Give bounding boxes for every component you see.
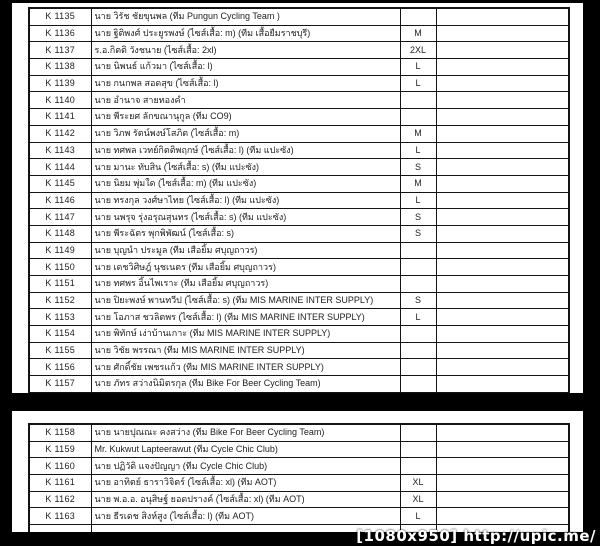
code-cell: K 1141 [29, 109, 91, 126]
code-cell: K 1138 [29, 59, 91, 76]
note-cell [436, 159, 569, 176]
note-cell [436, 8, 569, 25]
size-cell: L [400, 192, 436, 209]
table-row [29, 424, 569, 441]
table-row [29, 326, 569, 343]
note-cell [436, 376, 569, 393]
size-cell: L [400, 142, 436, 159]
note-cell [436, 441, 569, 458]
table-row [29, 259, 569, 276]
code-cell: K 1142 [29, 125, 91, 142]
note-cell [436, 309, 569, 326]
note-cell [436, 59, 569, 76]
size-cell: M [400, 125, 436, 142]
note-cell [436, 175, 569, 192]
code-cell: K 1160 [29, 458, 91, 475]
note-cell [436, 142, 569, 159]
table-row [29, 42, 569, 59]
note-cell [436, 424, 569, 441]
size-cell [400, 424, 436, 441]
upic-watermark: [1080x950] http://upic.me/ [356, 527, 596, 545]
name-cell: นาย นายปุณณะ คงสว่าง (ทีม Bike For Beer Cycling Team) [91, 424, 400, 441]
name-cell: นาย ทศพล เวทย์กิตติพฤกษ์ (ไซส์เสื้อ: l) (ทีม แปะซัง) [91, 142, 400, 159]
name-cell: นาย ปิยะพงษ์ พานทวีป (ไซส์เสื้อ: s) (ทีม MIS MARINE INTER SUPPLY) [91, 292, 400, 309]
table-row [29, 209, 569, 226]
table-row [29, 292, 569, 309]
table-row [29, 309, 569, 326]
size-cell: M [400, 25, 436, 42]
table-row [29, 342, 569, 359]
note-cell [436, 491, 569, 508]
size-cell [400, 376, 436, 393]
note-cell [436, 75, 569, 92]
table-row [29, 125, 569, 142]
note-cell [436, 359, 569, 376]
note-cell [436, 458, 569, 475]
table-row [29, 175, 569, 192]
size-cell [400, 276, 436, 293]
document-page-bottom [12, 411, 583, 532]
name-cell: นาย นิยม พุ่มใด (ไซส์เสื้อ: m) (ทีม แปะซัง) [91, 175, 400, 192]
document-page-top [12, 3, 583, 393]
code-cell: K 1163 [29, 508, 91, 525]
code-cell: K 1148 [29, 225, 91, 242]
table-row [29, 508, 569, 525]
name-cell: นาย ทรงกุล วงศ์ษาไทย (ไซส์เสื้อ: l) (ทีม แปะซัง) [91, 192, 400, 209]
code-cell: K 1158 [29, 424, 91, 441]
table-row [29, 142, 569, 159]
name-cell: Mr. Kukwut Lapteerawut (ทีม Cycle Chic Club) [91, 441, 400, 458]
note-cell [436, 475, 569, 492]
size-cell: S [400, 159, 436, 176]
note-cell [436, 242, 569, 259]
note-cell [436, 42, 569, 59]
code-cell: K 1143 [29, 142, 91, 159]
size-cell [400, 458, 436, 475]
note-cell [436, 109, 569, 126]
table-row [29, 109, 569, 126]
table-row [29, 75, 569, 92]
size-cell: L [400, 59, 436, 76]
note-cell [436, 225, 569, 242]
code-cell: K 1154 [29, 326, 91, 343]
code-cell: K 1150 [29, 259, 91, 276]
code-cell: K 1146 [29, 192, 91, 209]
note-cell [436, 508, 569, 525]
size-cell [400, 92, 436, 109]
code-cell: K 1149 [29, 242, 91, 259]
name-cell: นาย ธีรเดช สิงห์สูง (ไซส์เสื้อ: l) (ทีม AOT) [91, 508, 400, 525]
name-cell: นาย พีระฉัตร พุกพิพัฒน์ (ไซส์เสื้อ: s) [91, 225, 400, 242]
rider-roster-table-top [28, 7, 570, 393]
note-cell [436, 192, 569, 209]
size-cell [400, 8, 436, 25]
table-row [29, 376, 569, 393]
name-cell: นาย ทศพร อิ้นไพเราะ (ทีม เสือยิ้ม ศบุญถาวร) [91, 276, 400, 293]
size-cell: L [400, 309, 436, 326]
size-cell: 2XL [400, 42, 436, 59]
name-cell: นาย นพรุจ รุ่งอรุณสุนทร (ไซส์เสื้อ: s) (ทีม แปะซัง) [91, 209, 400, 226]
size-cell [400, 326, 436, 343]
name-cell: นาย ฐิติพงศ์ ประยูรพงษ์ (ไซส์เสื้อ: m) (ทีม เสื้อยืมราชบุรี) [91, 25, 400, 42]
name-cell: นาย พีระยศ ลักขณานุกูล (ทีม CO9) [91, 109, 400, 126]
name-cell: นาย กนกพล สอดสุข (ไซส์เสื้อ: l) [91, 75, 400, 92]
code-cell: K 1153 [29, 309, 91, 326]
table-row [29, 359, 569, 376]
name-cell: นาย เดชวิศิษฎ์ นุชเนตร (ทีม เสือยิ้ม ศบุญถาวร) [91, 259, 400, 276]
code-cell: K 1137 [29, 42, 91, 59]
name-cell: นาย ภัทร สว่างนิมิตรกุล (ทีม Bike For Beer Cycling Team) [91, 376, 400, 393]
table-row [29, 458, 569, 475]
code-cell: K 1151 [29, 276, 91, 293]
table-row [29, 25, 569, 42]
code-cell: K 1136 [29, 25, 91, 42]
name-cell: นาย พิทักษ์ เง่าบ้านเกาะ (ทีม MIS MARINE INTER SUPPLY) [91, 326, 400, 343]
code-cell: K 1144 [29, 159, 91, 176]
note-cell [436, 25, 569, 42]
name-cell: ร.อ.กิตติ วังชนาย (ไซส์เสื้อ: 2xl) [91, 42, 400, 59]
name-cell: นาย นิพนธ์ แก้วมา (ไซส์เสื้อ: l) [91, 59, 400, 76]
name-cell: นาย อำนาจ สายทองคำ [91, 92, 400, 109]
rider-roster-table-bottom [28, 423, 570, 532]
code-cell: K 1139 [29, 75, 91, 92]
name-cell: นาย วิภพ รัตน์พงษ์โสภิต (ไซส์เสื้อ: m) [91, 125, 400, 142]
code-cell: K 1152 [29, 292, 91, 309]
code-cell: K 1157 [29, 376, 91, 393]
size-cell [400, 441, 436, 458]
size-cell [400, 342, 436, 359]
note-cell [436, 342, 569, 359]
code-cell [29, 525, 91, 532]
size-cell: XL [400, 491, 436, 508]
table-row [29, 225, 569, 242]
name-cell: นาย อาทิตย์ ธาราวิจิตร์ (ไซส์เสื้อ: xl) (ทีม AOT) [91, 475, 400, 492]
table-row [29, 192, 569, 209]
name-cell: นาย มานะ ทับสิน (ไซส์เสื้อ: s) (ทีม แปะซัง) [91, 159, 400, 176]
size-cell: S [400, 209, 436, 226]
size-cell: L [400, 75, 436, 92]
table-row [29, 159, 569, 176]
size-cell: XL [400, 475, 436, 492]
note-cell [436, 209, 569, 226]
size-cell: L [400, 508, 436, 525]
note-cell [436, 259, 569, 276]
code-cell: K 1147 [29, 209, 91, 226]
name-cell: นาย วิรัช ชัยขุนพล (ทีม Pungun Cycling Team ) [91, 8, 400, 25]
size-cell [400, 359, 436, 376]
name-cell: นาย ศักดิ์ชัย เพชรแก้ว (ทีม MIS MARINE INTER SUPPLY) [91, 359, 400, 376]
size-cell [400, 109, 436, 126]
table-row [29, 59, 569, 76]
name-cell: นาย บุญนำ ประมูล (ทีม เสือยิ้ม ศบุญถาวร) [91, 242, 400, 259]
note-cell [436, 276, 569, 293]
code-cell: K 1145 [29, 175, 91, 192]
note-cell [436, 92, 569, 109]
name-cell: นาย ปฏิวัติ แจงปัญญา (ทีม Cycle Chic Club) [91, 458, 400, 475]
code-cell: K 1159 [29, 441, 91, 458]
table-row [29, 8, 569, 25]
size-cell: S [400, 292, 436, 309]
name-cell: นาย วิชัย พรรณา (ทีม MIS MARINE INTER SUPPLY) [91, 342, 400, 359]
name-cell [91, 525, 400, 532]
table-row [29, 242, 569, 259]
size-cell: M [400, 175, 436, 192]
code-cell: K 1155 [29, 342, 91, 359]
note-cell [436, 292, 569, 309]
size-cell [400, 242, 436, 259]
code-cell: K 1156 [29, 359, 91, 376]
table-row [29, 441, 569, 458]
size-cell: S [400, 225, 436, 242]
table-row [29, 475, 569, 492]
code-cell: K 1162 [29, 491, 91, 508]
name-cell: นาย โอภาส ชวลิตพร (ไซส์เสื้อ: l) (ทีม MIS MARINE INTER SUPPLY) [91, 309, 400, 326]
code-cell: K 1135 [29, 8, 91, 25]
table-row [29, 276, 569, 293]
code-cell: K 1161 [29, 475, 91, 492]
table-row [29, 491, 569, 508]
note-cell [436, 125, 569, 142]
table-row [29, 92, 569, 109]
size-cell [400, 259, 436, 276]
note-cell [436, 326, 569, 343]
code-cell: K 1140 [29, 92, 91, 109]
name-cell: นาย พ.อ.อ. อนุสิษฐ์ ยอดปรางค์ (ไซส์เสื้อ: xl) (ทีม AOT) [91, 491, 400, 508]
